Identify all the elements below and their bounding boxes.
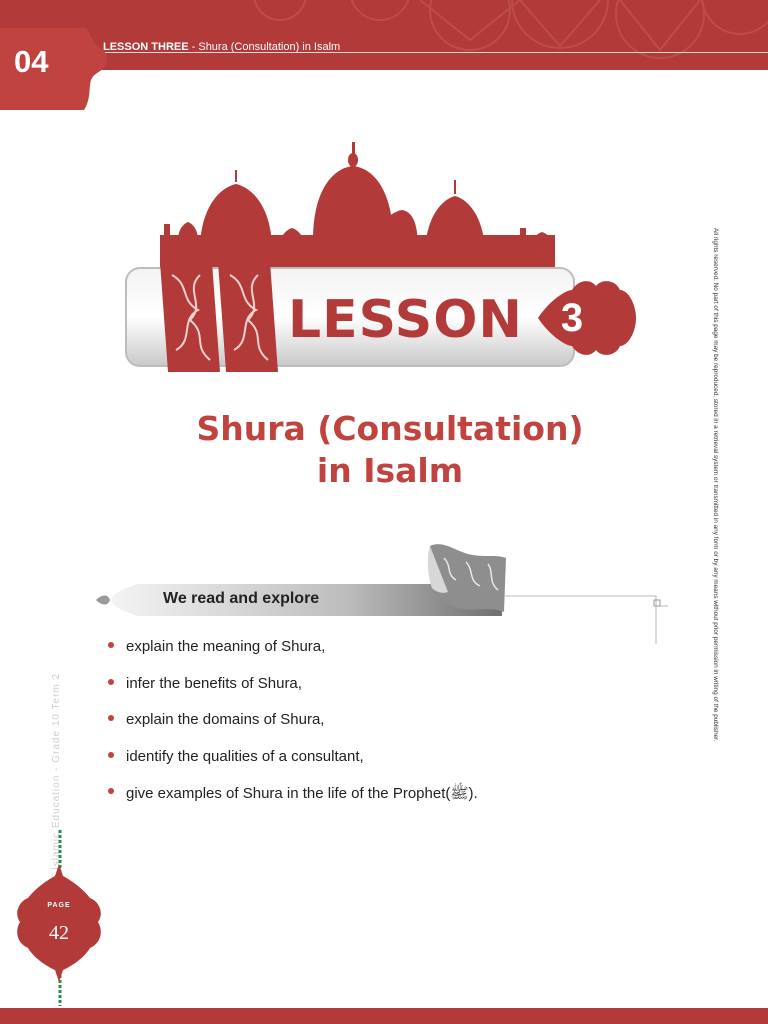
objective-text: explain the domains of Shura, bbox=[126, 711, 325, 728]
page-label: PAGE bbox=[47, 902, 71, 909]
course-text: Islamic Education - Grade 10 Term 2 bbox=[51, 672, 62, 870]
bullet-icon bbox=[108, 715, 114, 721]
header-pattern bbox=[0, 0, 768, 70]
copyright-text: All rights reserved. No part of this page may be reproduced, stored in a retrieval system or transmitted in any form or by any means without prior permission in writing of the publisher. bbox=[712, 228, 719, 742]
page-number: 42 bbox=[49, 922, 69, 944]
lesson-number: 3 bbox=[560, 296, 584, 340]
chapter-number: 04 bbox=[14, 44, 49, 79]
objectives-list bbox=[108, 638, 478, 821]
objective-text: identify the qualities of a consultant, bbox=[126, 747, 364, 765]
objective-text: infer the benefits of Shura, bbox=[126, 674, 302, 692]
lesson-label: LESSON THREE bbox=[103, 41, 189, 53]
list-item bbox=[108, 748, 478, 785]
bullet-icon bbox=[108, 679, 114, 685]
bullet-icon bbox=[108, 788, 114, 794]
footer-band bbox=[0, 1008, 768, 1024]
lesson-title bbox=[130, 408, 650, 492]
bullet-icon bbox=[108, 642, 114, 648]
lesson-title-line-2: in Isalm bbox=[316, 451, 464, 490]
lesson-subtitle: - Shura (Consultation) in Isalm bbox=[188, 41, 341, 53]
list-item bbox=[108, 675, 478, 712]
objective-text: give examples of Shura in the life of the Prophet(ﷺ). bbox=[126, 785, 478, 802]
header-band bbox=[0, 0, 768, 70]
lesson-word: LESSON bbox=[288, 290, 523, 350]
copyright-sidebar bbox=[700, 228, 730, 818]
bullet-icon bbox=[108, 752, 114, 758]
list-item bbox=[108, 784, 478, 821]
objective-text: explain the meaning of Shura, bbox=[126, 638, 326, 655]
lesson-title-line-1: Shura (Consultation) bbox=[196, 409, 584, 448]
lesson-heading bbox=[103, 41, 340, 53]
list-item bbox=[108, 711, 478, 748]
list-item bbox=[108, 638, 478, 675]
section-title: We read and explore bbox=[163, 590, 320, 607]
